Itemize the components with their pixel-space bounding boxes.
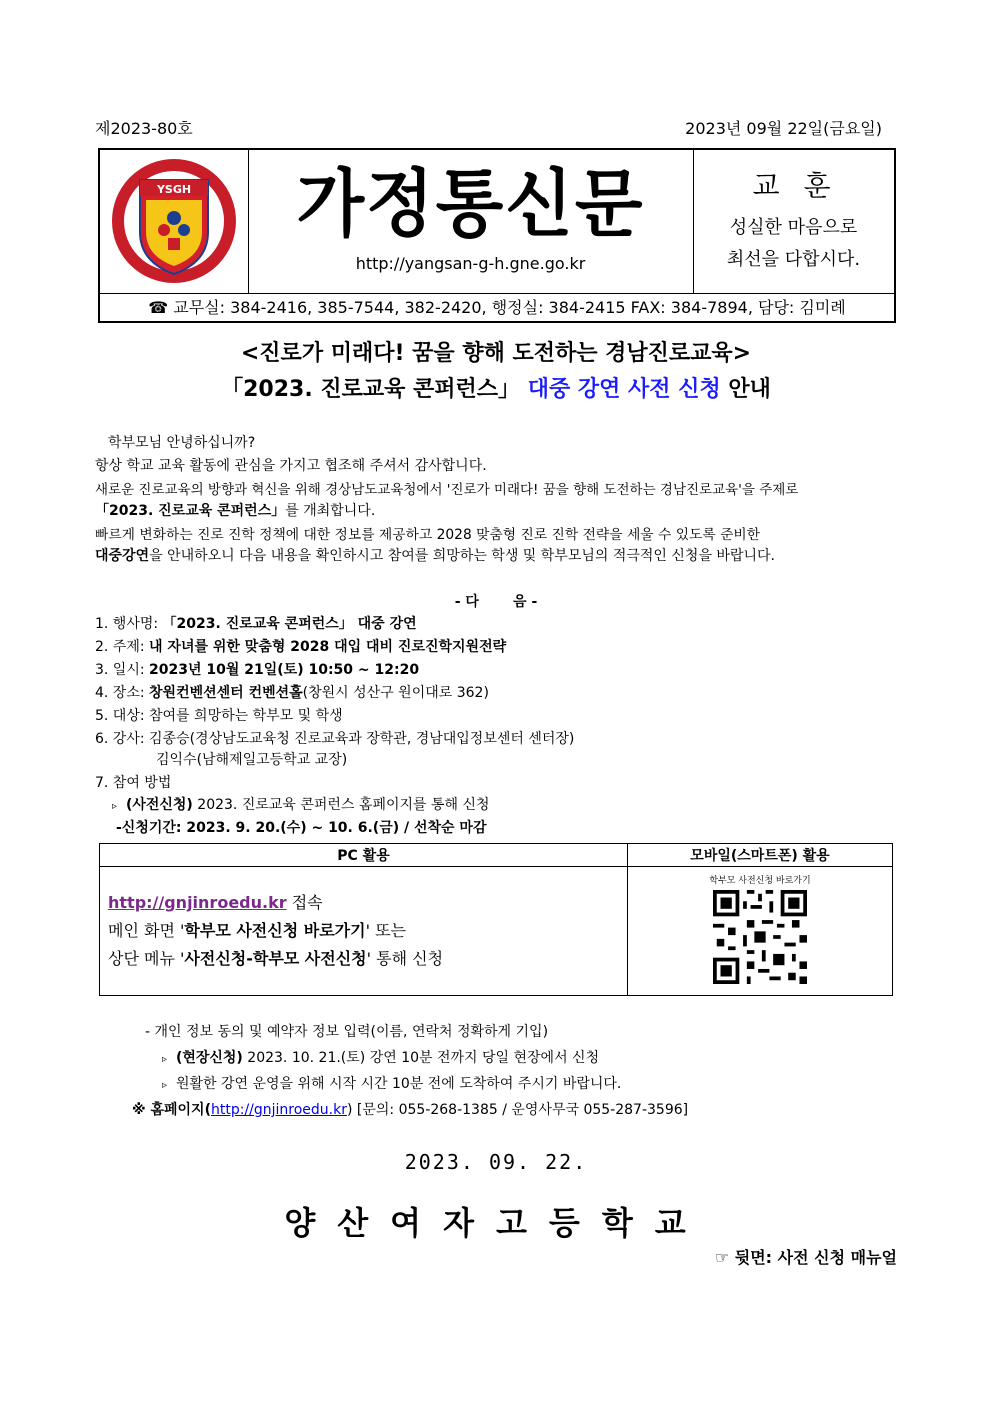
document-date: 2023년 09월 22일(금요일) [685, 119, 882, 138]
intro-line-1: 학부모님 안녕하십니까? [108, 435, 256, 451]
pc-line-2-bold: 학부모 사전신청 바로가기 [184, 921, 366, 940]
item-7a-rest: 2023. 진로교육 콘퍼런스 홈페이지를 통해 신청 [192, 797, 490, 813]
school-name: 양산여자고등학교 [284, 1204, 708, 1242]
item-1-label: 1. 행사명: [95, 616, 163, 632]
pc-line-1 [108, 889, 626, 917]
item-topic [95, 636, 506, 656]
table-cell-mobile [628, 867, 893, 996]
item-datetime [95, 659, 419, 679]
after-line-3 [162, 1073, 621, 1093]
item-target: 5. 대상: 참여를 희망하는 학부모 및 학생 [95, 708, 343, 724]
item-4-value: 창원컨벤션센터 컨벤션홀 [149, 685, 303, 701]
pc-line-2-b: ' 또는 [365, 921, 406, 940]
headline-2-part2: 대중 강연 사전 신청 [527, 377, 721, 402]
intro-line-4 [95, 500, 375, 520]
intro-line-5: 빠르게 변화하는 진로 진학 정책에 대한 정보를 제공하고 2028 맞춤형 진로 진학 전략을 세울 수 있도록 준비한 [95, 527, 761, 543]
table-cell-pc [100, 867, 628, 996]
pc-line-2-a: 메인 화면 ' [108, 921, 185, 940]
document-number: 제2023-80호 [95, 119, 193, 138]
pc-line-3-b: ' 통해 신청 [366, 949, 444, 968]
school-logo-icon [100, 150, 248, 293]
item-7a-bold: (사전신청) [125, 797, 193, 813]
triangle-icon: ▹ [162, 1080, 168, 1091]
school-logo-cell [100, 150, 249, 293]
after-line-4-bold: ※ 홈페이지( [132, 1102, 211, 1118]
back-page-note: ☞ 뒷면: 사전 신청 매뉴얼 [714, 1248, 897, 1267]
page-title: 가정통신문 [296, 160, 645, 248]
pc-line-3-bold: 사전신청-학부모 사전신청 [184, 949, 367, 968]
headline-2-part3: 안내 [728, 377, 771, 402]
intro-line-4-rest: 를 개최합니다. [285, 503, 376, 519]
item-speaker: 6. 강사: 김종승(경상남도교육청 진로교육과 장학관, 경남대입정보센터 센터장) [95, 731, 575, 747]
qr-caption: 학부모 사전신청 바로가기 [709, 876, 811, 886]
after-line-3-text: 원활한 강연 운영을 위해 시작 시간 10분 전에 도착하여 주시기 바랍니다. [175, 1076, 622, 1092]
intro-line-6-rest: 을 안내하오니 다음 내용을 확인하시고 참여를 희망하는 학생 및 학부모님의 적극적인 신청을 바랍니다. [149, 548, 775, 564]
item-2-value: 내 자녀를 위한 맞춤형 2028 대입 대비 진로진학지원전략 [149, 639, 507, 655]
pc-line-1-suffix: 접속 [286, 893, 323, 912]
headline-1: <진로가 미래다! 꿈을 향해 도전하는 경남진로교육> [240, 341, 752, 366]
headline-2-part1: 「2023. 진로교육 콘퍼런스」 [221, 377, 521, 402]
letter-header [98, 148, 896, 323]
item-3-label: 3. 일시: [95, 662, 150, 678]
after-line-1: - 개인 정보 동의 및 예약자 정보 입력(이름, 연락처 정확하게 기입) [145, 1024, 549, 1040]
triangle-icon: ▹ [162, 1054, 168, 1065]
motto-line-2: 최선을 다합시다. [726, 249, 861, 270]
pc-line-3-a: 상단 메뉴 ' [108, 949, 185, 968]
item-speaker-2: 김익수(남해제일고등학교 교장) [156, 752, 348, 768]
item-event-name [95, 613, 417, 633]
application-table [99, 843, 893, 996]
contact-info: ☎ 교무실: 384-2416, 385-7544, 382-2420, 행정실: 384-2415 FAX: 384-7894, 담당: 김미례 [100, 293, 894, 322]
after-line-2 [162, 1047, 599, 1067]
intro-line-6-bold: 대중강연 [95, 548, 150, 564]
intro-line-6 [95, 545, 775, 565]
after-line-2-rest: 2023. 10. 21.(토) 강연 10분 전까지 당일 현장에서 신청 [242, 1050, 600, 1066]
table-head-pc: PC 활용 [100, 844, 628, 867]
logo-badge-text: YSGH [156, 183, 192, 196]
title-cell [248, 150, 694, 293]
item-preregistration [112, 794, 490, 814]
qr-code-icon[interactable] [713, 890, 807, 984]
motto-line-1: 성실한 마음으로 [729, 217, 858, 238]
pc-line-3 [108, 945, 626, 973]
after-line-2-bold: (현장신청) [175, 1050, 243, 1066]
item-method: 7. 참여 방법 [95, 775, 172, 791]
item-1-value: 「2023. 진로교육 콘퍼런스」 대중 강연 [162, 616, 417, 632]
intro-line-4-bold: 「2023. 진로교육 콘퍼런스」 [95, 503, 286, 519]
intro-line-2: 항상 학교 교육 활동에 관심을 가지고 협조해 주셔서 감사합니다. [95, 458, 487, 474]
item-2-label: 2. 주제: [95, 639, 150, 655]
motto-title: 교훈 [752, 169, 855, 202]
item-period: -신청기간: 2023. 9. 20.(수) ~ 10. 6.(금) / 선착순 마감 [116, 820, 487, 836]
item-4-rest: (창원시 성산구 원이대로 362) [302, 685, 489, 701]
school-url[interactable]: http://yangsan-g-h.gne.go.kr [355, 254, 586, 273]
pc-line-2 [108, 917, 626, 945]
headline-2 [0, 372, 992, 403]
homepage-link[interactable]: http://gnjinroedu.kr [210, 1102, 347, 1118]
sign-date: 2023. 09. 22. [404, 1150, 588, 1174]
after-line-4-rest: ) [문의: 055-268-1385 / 운영사무국 055-287-3596] [347, 1102, 689, 1118]
intro-line-3: 새로운 진로교육의 방향과 혁신을 위해 경상남도교육청에서 '진로가 미래다! 꿈을 향해 도전하는 경남진로교육'을 주제로 [95, 482, 799, 498]
triangle-icon: ▹ [112, 801, 118, 812]
item-3-value: 2023년 10월 21일(토) 10:50 ~ 12:20 [149, 662, 420, 678]
item-4-label: 4. 장소: [95, 685, 150, 701]
conference-link[interactable]: http://gnjinroedu.kr [108, 893, 287, 912]
table-head-mobile: 모바일(스마트폰) 활용 [628, 844, 893, 867]
da-eum-heading: - 다 음 - [454, 594, 538, 610]
after-line-4 [132, 1099, 688, 1119]
item-place [95, 682, 489, 702]
motto-cell [693, 150, 894, 293]
